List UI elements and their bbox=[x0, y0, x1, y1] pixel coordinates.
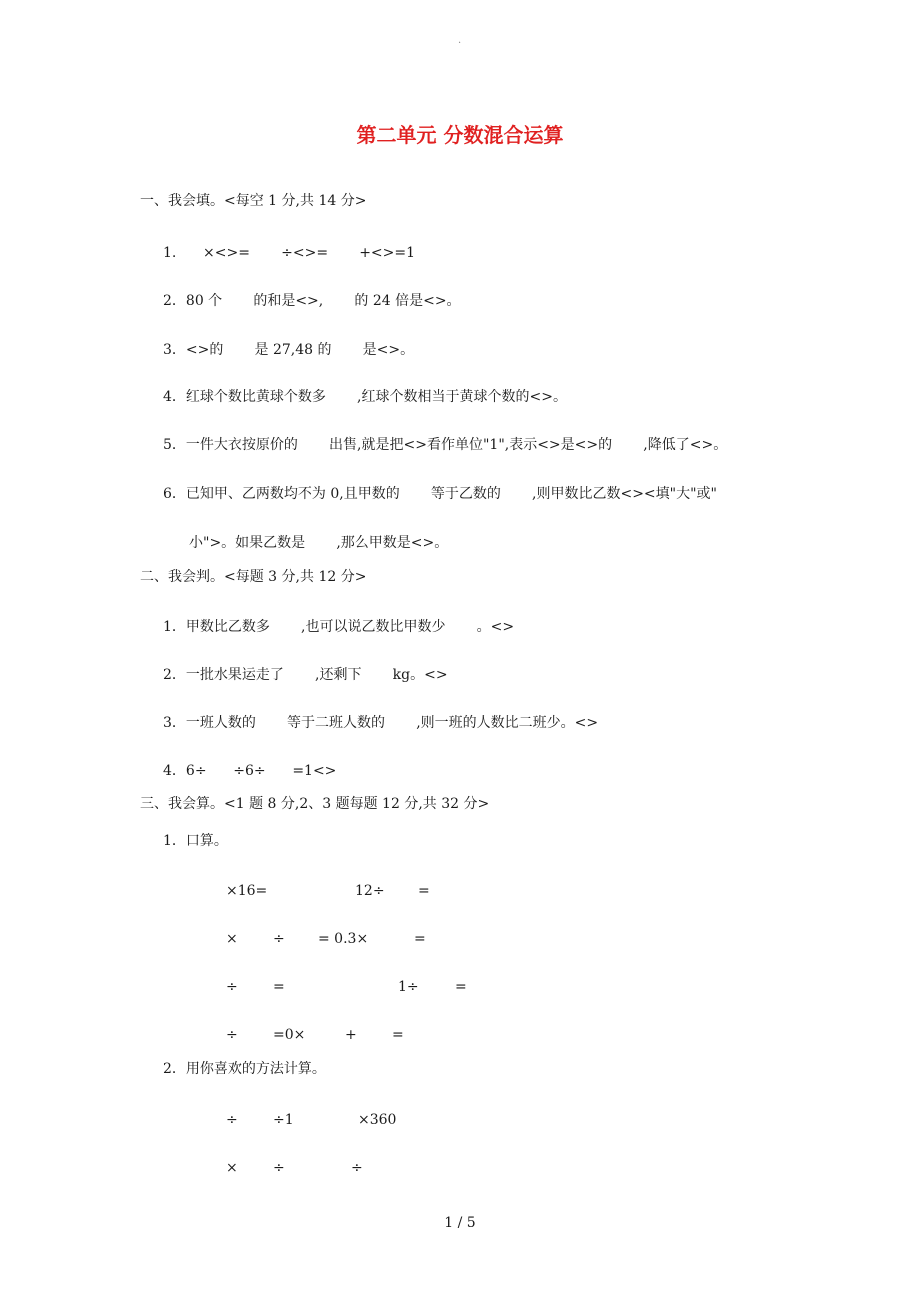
oral-r2a: × bbox=[226, 931, 238, 947]
oral-r2c: = 0.3× bbox=[318, 931, 369, 947]
method-r2b: ÷ bbox=[273, 1160, 285, 1176]
oral-r2d: = bbox=[414, 931, 426, 947]
oral-r4b: =0× bbox=[273, 1027, 306, 1043]
section3-heading: 三、我会算。<1 题 8 分,2、3 题每题 12 分,共 32 分> bbox=[140, 796, 490, 812]
oral-r3d: = bbox=[455, 979, 467, 995]
section1-heading: 一、我会填。<每空 1 分,共 14 分> bbox=[140, 193, 367, 209]
method-r1c: ×360 bbox=[358, 1112, 397, 1128]
section1-q3: 3．<>的 是 27,48 的 是<>。 bbox=[163, 342, 415, 358]
section3-sub1: 1．口算。 bbox=[163, 833, 228, 849]
oral-r4c: + bbox=[345, 1027, 357, 1043]
oral-r2b: ÷ bbox=[273, 931, 285, 947]
section3-sub2: 2．用你喜欢的方法计算。 bbox=[163, 1061, 326, 1077]
oral-r3a: ÷ bbox=[226, 979, 238, 995]
oral-r1c: = bbox=[418, 883, 430, 899]
section1-q5: 5．一件大衣按原价的 出售,就是把<>看作单位"1",表示<>是<>的 ,降低了<>。 bbox=[163, 437, 728, 453]
oral-r3c: 1÷ bbox=[398, 979, 419, 995]
method-r2a: × bbox=[226, 1160, 238, 1176]
page-number: 1 / 5 bbox=[444, 1215, 476, 1231]
method-r1a: ÷ bbox=[226, 1112, 238, 1128]
oral-r1a: ×16= bbox=[226, 883, 268, 899]
section2-q2: 2．一批水果运走了 ,还剩下 kg。<> bbox=[163, 667, 448, 683]
method-r2c: ÷ bbox=[351, 1160, 363, 1176]
oral-r4d: = bbox=[392, 1027, 404, 1043]
oral-r3b: = bbox=[273, 979, 285, 995]
section2-heading: 二、我会判。<每题 3 分,共 12 分> bbox=[140, 569, 367, 585]
section1-q6-line1: 6．已知甲、乙两数均不为 0,且甲数的 等于乙数的 ,则甲数比乙数<><填"大"或" bbox=[163, 486, 717, 502]
header-dot: . bbox=[458, 35, 462, 46]
section1-q4: 4．红球个数比黄球个数多 ,红球个数相当于黄球个数的<>。 bbox=[163, 389, 567, 405]
section2-q3: 3．一班人数的 等于二班人数的 ,则一班的人数比二班少。<> bbox=[163, 715, 599, 731]
section1-q2: 2．80 个 的和是<>, 的 24 倍是<>。 bbox=[163, 293, 461, 309]
page-title: 第二单元 分数混合运算 bbox=[356, 123, 564, 147]
section1-q1: 1. ×<>= ÷<>= +<>=1 bbox=[163, 245, 416, 261]
oral-r4a: ÷ bbox=[226, 1027, 238, 1043]
section1-q6-line2: 小">。如果乙数是 ,那么甲数是<>。 bbox=[189, 535, 449, 551]
method-r1b: ÷1 bbox=[273, 1112, 294, 1128]
oral-r1b: 12÷ bbox=[355, 883, 385, 899]
section2-q1: 1．甲数比乙数多 ,也可以说乙数比甲数少 。<> bbox=[163, 619, 515, 635]
section2-q4: 4．6÷ ÷6÷ =1<> bbox=[163, 763, 337, 779]
